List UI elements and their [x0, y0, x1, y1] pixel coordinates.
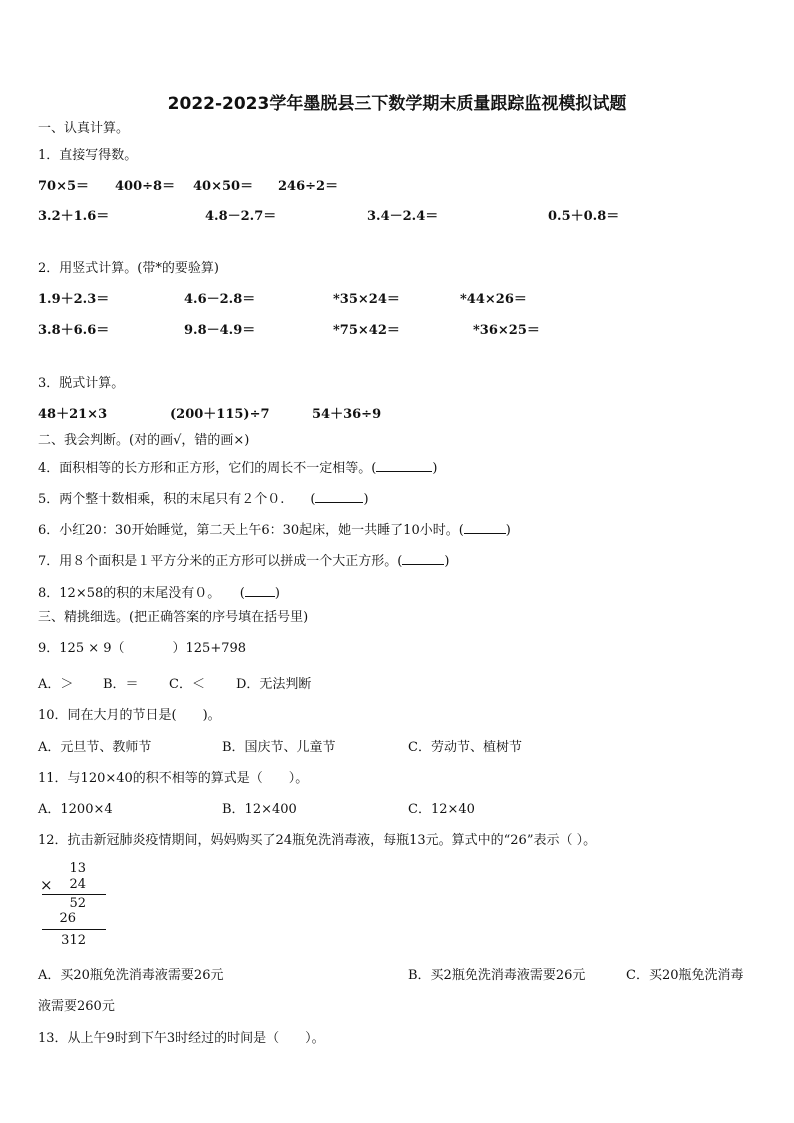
calc-item: 1.9＋2.3＝ [38, 292, 110, 307]
calc-item: 3.8＋6.6＝ [38, 323, 110, 338]
calc-item: 246÷2＝ [278, 179, 339, 194]
multiplicand: 13 [69, 861, 86, 876]
calc-item: 70×5＝ [38, 179, 90, 194]
option-c[interactable]: C．＜ [169, 677, 205, 692]
calc-item: 4.6－2.8＝ [184, 292, 256, 307]
partial-product: 26 [59, 911, 76, 926]
question-4-text: 4．面积相等的长方形和正方形，它们的周长不一定相等。( [38, 461, 377, 476]
calc-item: 9.8－4.9＝ [184, 323, 256, 338]
question-9-left: 9．125 × 9（ [38, 641, 125, 656]
question-9-right: ）125+798 [172, 641, 247, 656]
option-a[interactable]: A．1200×4 [38, 802, 113, 817]
question-6-close: ) [505, 523, 511, 538]
question-6 [38, 521, 511, 539]
calc-item: 3.2＋1.6＝ [38, 209, 110, 224]
calc-item: 0.5＋0.8＝ [548, 209, 620, 224]
question-6-text: 6．小红20：30开始睡觉，第二天上午6：30起床，她一共睡了10小时。( [38, 523, 464, 538]
multiplier: 24 [69, 877, 86, 892]
calc-item: 3.4－2.4＝ [367, 209, 439, 224]
calc-item: *75×42＝ [333, 323, 400, 338]
question-13: 13．从上午9时到下午3时经过的时间是（ ）。 [38, 1031, 325, 1046]
question-7-close: ) [444, 554, 450, 569]
rule-line [42, 929, 106, 930]
answer-blank[interactable] [315, 490, 363, 503]
answer-blank[interactable] [464, 521, 506, 534]
question-8-close: ) [274, 586, 280, 601]
question-4 [38, 459, 437, 477]
option-b[interactable]: B．＝ [103, 677, 139, 692]
option-c[interactable]: C．买20瓶免洗消毒 [626, 968, 744, 983]
question-1-label: 1．直接写得数。 [38, 148, 138, 163]
calc-item: 40×50＝ [193, 179, 254, 194]
page-title: 2022-2023学年墨脱县三下数学期末质量跟踪监视模拟试题 [167, 94, 627, 114]
question-5 [38, 490, 369, 508]
option-b[interactable]: B．买2瓶免洗消毒液需要26元 [408, 968, 586, 983]
question-7-text: 7．用８个面积是１平方分米的正方形可以拼成一个大正方形。( [38, 554, 403, 569]
option-b[interactable]: B．12×400 [222, 802, 297, 817]
option-c[interactable]: C．劳动节、植树节 [408, 740, 522, 755]
calc-item: 48＋21×3 [38, 407, 108, 422]
question-5-text: 5．两个整十数相乘，积的末尾只有２个０. ( [38, 492, 316, 507]
question-11: 11．与120×40的积不相等的算式是（ ）。 [38, 771, 309, 786]
option-c[interactable]: C．12×40 [408, 802, 475, 817]
calc-item: 54＋36÷9 [312, 407, 382, 422]
calc-item: 4.8－2.7＝ [205, 209, 277, 224]
option-a[interactable]: A．＞ [38, 677, 74, 692]
calc-item: *36×25＝ [473, 323, 540, 338]
answer-blank[interactable] [376, 459, 432, 472]
question-9 [38, 641, 246, 657]
answer-blank[interactable] [245, 584, 275, 597]
option-d[interactable]: D．无法判断 [236, 677, 312, 692]
vertical-multiplication [38, 860, 118, 952]
option-b[interactable]: B．国庆节、儿童节 [222, 740, 336, 755]
rule-line [42, 894, 106, 895]
section-heading-3: 三、精挑细选。(把正确答案的序号填在括号里) [38, 610, 309, 625]
multiply-sign: × [40, 876, 53, 894]
question-5-close: ) [363, 492, 369, 507]
option-c-continued: 液需要260元 [38, 999, 115, 1014]
question-8 [38, 584, 280, 602]
question-7 [38, 552, 449, 570]
question-10: 10．同在大月的节日是( )。 [38, 708, 221, 723]
calc-item: *35×24＝ [333, 292, 400, 307]
option-a[interactable]: A．买20瓶免洗消毒液需要26元 [38, 968, 224, 983]
question-3-label: 3．脱式计算。 [38, 376, 125, 391]
question-8-text: 8．12×58的积的末尾没有０。 ( [38, 586, 245, 601]
question-12: 12．抗击新冠肺炎疫情期间，妈妈购买了24瓶免洗消毒液，每瓶13元。算式中的“26”表示（ ）。 [38, 833, 597, 848]
answer-blank[interactable] [402, 552, 444, 565]
section-heading-2: 二、我会判断。(对的画√，错的画×) [38, 433, 250, 448]
question-4-close: ) [432, 461, 438, 476]
partial-product: 52 [69, 896, 86, 911]
question-2-label: 2．用竖式计算。(带*的要验算) [38, 261, 219, 276]
product: 312 [61, 933, 86, 948]
calc-item: (200＋115)÷7 [170, 407, 270, 422]
calc-item: *44×26＝ [460, 292, 527, 307]
option-a[interactable]: A．元旦节、教师节 [38, 740, 152, 755]
section-heading-1: 一、认真计算。 [38, 121, 130, 136]
calc-item: 400÷8＝ [115, 179, 176, 194]
